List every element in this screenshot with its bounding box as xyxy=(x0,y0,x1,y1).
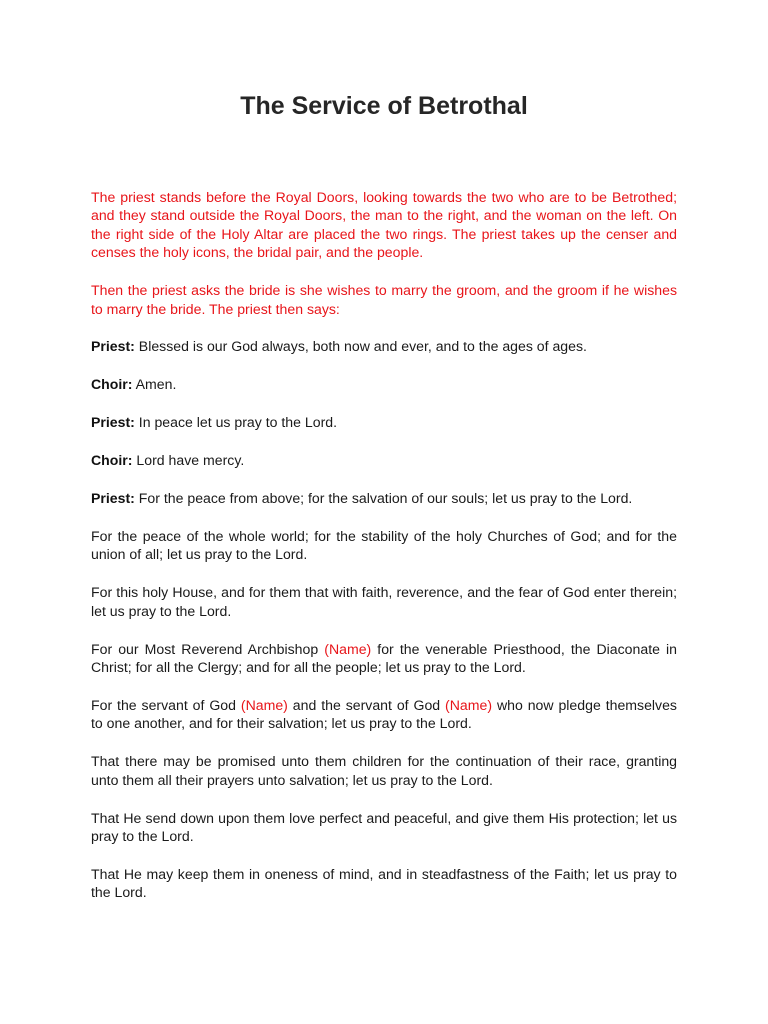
speaker-label: Priest: xyxy=(91,414,135,431)
petition-children: That there may be promised unto them children for the continuation of their race, granting unto them all their prayers unto salvation; let us pray to the Lord. xyxy=(91,753,677,788)
petition-text: who now pledge themselves to one another, and for their salvation; let us pray to the Lord. xyxy=(91,696,677,732)
dialogue-line xyxy=(91,375,677,393)
petition-text: For the servant of God xyxy=(91,696,241,713)
dialogue-line xyxy=(91,413,677,431)
petition-archbishop xyxy=(91,640,677,677)
petition-text: and the servant of God xyxy=(287,696,446,713)
rubric-opening: The priest stands before the Royal Doors, looking towards the two who are to be Betrothed; and they stand outside the Royal Doors, the man to the right, and the woman on the left. On the right side of the Holy Altar are placed the two rings. The priest takes up the censer and censes the holy icons, the bridal pair, and the people. xyxy=(91,189,677,261)
speaker-label: Priest: xyxy=(91,490,135,507)
speaker-label: Choir: xyxy=(91,376,133,393)
speaker-label: Priest: xyxy=(91,338,135,355)
petition-whole-world: For the peace of the whole world; for the stability of the holy Churches of God; and for the union of all; let us pray to the Lord. xyxy=(91,527,677,563)
petition-holy-house: For this holy House, and for them that with faith, reverence, and the fear of God enter therein; let us pray to the Lord. xyxy=(91,584,677,619)
petition-love: That He send down upon them love perfect and peaceful, and give them His protection; let us pray to the Lord. xyxy=(91,809,677,844)
dialogue-text: Lord have mercy. xyxy=(132,452,245,469)
service-text xyxy=(91,188,677,921)
name-placeholder: (Name) xyxy=(324,640,372,657)
petition-servants xyxy=(91,696,677,733)
dialogue-line xyxy=(91,451,677,469)
speaker-label: Choir: xyxy=(91,452,133,469)
petition-oneness: That He may keep them in oneness of mind, and in steadfastness of the Faith; let us pray to the Lord. xyxy=(91,865,677,901)
name-placeholder: (Name) xyxy=(445,696,493,713)
rubric-instruction: Then the priest asks the bride is she wishes to marry the groom, and the groom if he wishes to marry the bride. The priest then says: xyxy=(91,282,677,317)
dialogue-line xyxy=(91,489,677,507)
name-placeholder: (Name) xyxy=(240,696,288,713)
petition-text: For our Most Reverend Archbishop xyxy=(91,640,325,657)
page-title: The Service of Betrothal xyxy=(240,92,528,120)
dialogue-text: In peace let us pray to the Lord. xyxy=(134,414,338,431)
dialogue-text: For the peace from above; for the salvation of our souls; let us pray to the Lord. xyxy=(134,490,633,507)
petition-text: for the venerable Priesthood, the Diaconate in Christ; for all the Clergy; and for all the people; let us pray to the Lord. xyxy=(91,640,677,675)
dialogue-text: Blessed is our God always, both now and ever, and to the ages of ages. xyxy=(134,338,587,355)
dialogue-line xyxy=(91,337,677,355)
dialogue-text: Amen. xyxy=(132,376,177,393)
